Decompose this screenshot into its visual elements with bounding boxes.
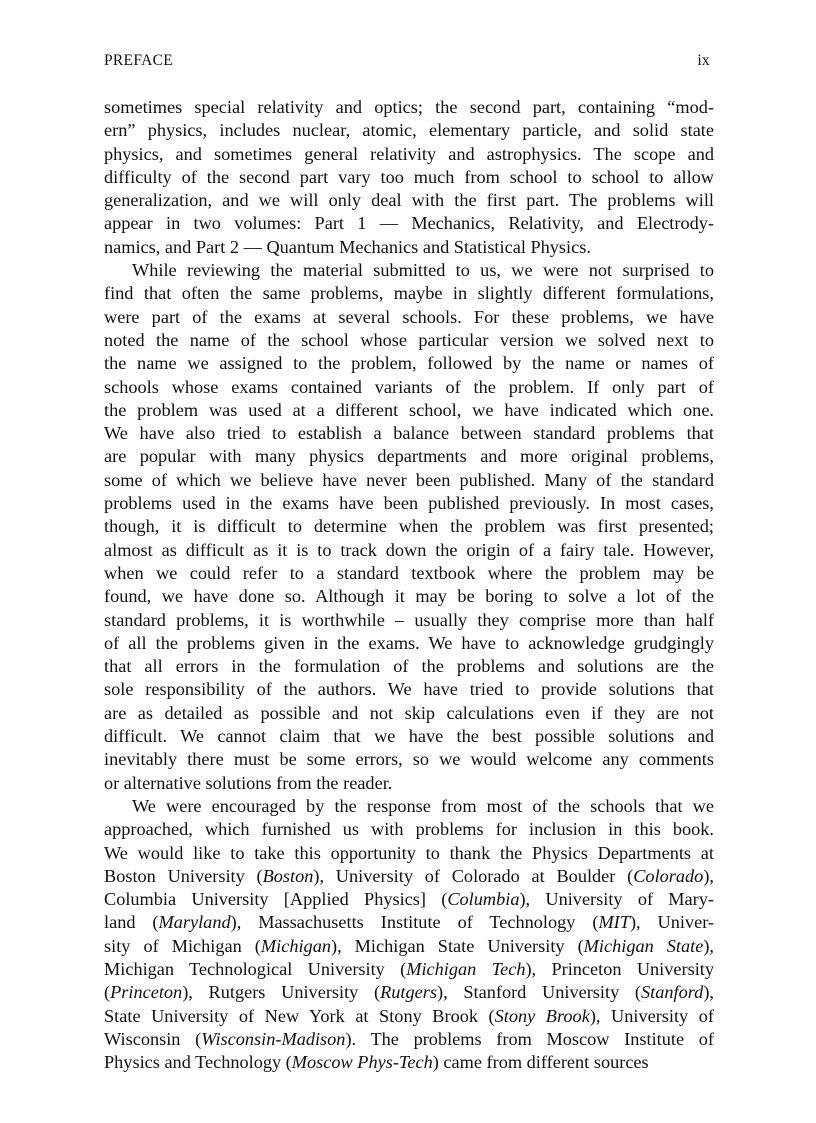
text-line: almost as difficult as it is to track down the origin of a fairy tale. However, [104, 539, 714, 560]
text-line: though, it is difficult to determine when the problem was first presented; [104, 516, 714, 537]
text-line: of all the problems given in the exams. We have to acknowledge grudgingly [104, 632, 714, 653]
text-segment: ), [703, 865, 714, 886]
text-line: generalization, and we will only deal with the first part. The problems will [104, 190, 714, 211]
text-line: ern” physics, includes nuclear, atomic, elementary particle, and solid state [104, 120, 714, 141]
text-line: sole responsibility of the authors. We have tried to provide solutions that [104, 679, 714, 700]
paragraph-3 [104, 795, 714, 1075]
text-line: that all errors in the formulation of the problems and solutions are the [104, 656, 714, 677]
paragraph-1 [104, 96, 714, 259]
text-line: found, we have done so. Although it may be boring to solve a lot of the [104, 586, 714, 607]
text-segment: ), Rutgers University ( [182, 982, 381, 1003]
text-segment: ), Massachusetts Institute of Technology ( [230, 912, 599, 933]
text-line: physics, and sometimes general relativity and astrophysics. The scope and [104, 143, 714, 164]
school-abbreviation: Princeton [110, 982, 183, 1003]
text-line [104, 865, 714, 888]
text-line: are as detailed as possible and not skip calculations even if they are not [104, 702, 714, 723]
text-segment: Wisconsin ( [104, 1028, 202, 1049]
text-line [104, 911, 714, 934]
text-line: or alternative solutions from the reader. [104, 772, 393, 793]
text-line: find that often the same problems, maybe in slightly different formulations, [104, 283, 714, 304]
text-segment: ), University of [589, 1005, 714, 1026]
text-line [104, 888, 714, 911]
text-line: inevitably there must be some errors, so we would welcome any comments [104, 749, 714, 770]
text-segment: ), Michigan State University ( [330, 935, 584, 956]
text-segment: ), University of Colorado at Boulder ( [313, 865, 634, 886]
text-segment: Physics and Technology ( [104, 1052, 292, 1073]
text-line [104, 958, 714, 981]
school-abbreviation: Colorado [633, 865, 704, 886]
text-line: We were encouraged by the response from most of the schools that we [132, 795, 714, 816]
school-abbreviation: Stony Brook [494, 1005, 590, 1026]
text-line: difficulty of the second part vary too much from school to school to allow [104, 166, 714, 187]
text-segment: sity of Michigan ( [104, 935, 261, 956]
text-line: the name we assigned to the problem, followed by the name or names of [104, 353, 714, 374]
text-line: namics, and Part 2 — Quantum Mechanics and Statistical Physics. [104, 236, 591, 257]
text-line: We would like to take this opportunity to thank the Physics Departments at [104, 842, 714, 863]
school-abbreviation: Michigan Tech [406, 958, 526, 979]
text-line: schools whose exams contained variants of the problem. If only part of [104, 376, 714, 397]
text-line: the problem was used at a different school, we have indicated which one. [104, 399, 714, 420]
school-abbreviation: Michigan State [583, 935, 704, 956]
text-segment: ), Princeton University [525, 958, 714, 979]
text-line: were part of the exams at several schools. For these problems, we have [104, 306, 714, 327]
text-line [104, 981, 714, 1004]
text-segment: Boston University ( [104, 865, 263, 886]
school-abbreviation: Columbia [447, 889, 520, 910]
school-abbreviation: Rutgers [380, 982, 437, 1003]
text-line [104, 1051, 714, 1074]
text-line: problems used in the exams have been published previously. In most cases, [104, 493, 714, 514]
text-segment: ), Univer- [629, 912, 714, 933]
school-abbreviation: Michigan [260, 935, 331, 956]
text-line: We have also tried to establish a balance between standard problems that [104, 423, 714, 444]
school-abbreviation: Stanford [641, 982, 704, 1003]
school-abbreviation: Wisconsin-Madison [201, 1028, 346, 1049]
text-segment: ( [104, 982, 111, 1003]
text-line: approached, which furnished us with problems for inclusion in this book. [104, 819, 714, 840]
text-segment: Columbia University [Applied Physics] ( [104, 889, 448, 910]
text-segment: land ( [104, 912, 159, 933]
text-line: are popular with many physics departments and more original problems, [104, 446, 714, 467]
text-line [104, 1028, 714, 1051]
body-text [104, 96, 714, 1074]
paragraph-2 [104, 259, 714, 795]
text-line [104, 935, 714, 958]
text-segment: ) came from different sources [432, 1052, 649, 1073]
text-line: sometimes special relativity and optics; the second part, containing “mod- [104, 97, 714, 117]
school-abbreviation: MIT [598, 912, 630, 933]
text-line: when we could refer to a standard textbook where the problem may be [104, 562, 714, 583]
text-line: noted the name of the school whose particular version we solved next to [104, 329, 714, 350]
running-head-title: PREFACE [104, 52, 173, 69]
running-head [104, 52, 710, 72]
school-abbreviation: Moscow Phys-Tech [291, 1052, 433, 1073]
text-segment: ), University of Mary- [519, 889, 714, 910]
page-number: ix [697, 52, 710, 69]
text-segment: ). The problems from Moscow Institute of [345, 1028, 714, 1049]
text-line: appear in two volumes: Part 1 — Mechanics, Relativity, and Electrody- [104, 213, 714, 234]
text-segment: Michigan Technological University ( [104, 958, 407, 979]
text-line: While reviewing the material submitted to us, we were not surprised to [132, 260, 714, 281]
school-abbreviation: Maryland [158, 912, 231, 933]
text-line: standard problems, it is worthwhile – usually they comprise more than half [104, 609, 714, 630]
text-segment: State University of New York at Stony Brook ( [104, 1005, 495, 1026]
text-line: some of which we believe have never been published. Many of the standard [104, 469, 714, 490]
text-line [104, 1005, 714, 1028]
text-line: difficult. We cannot claim that we have the best possible solutions and [104, 726, 714, 747]
text-segment: ), [703, 935, 714, 956]
text-segment: ), Stanford University ( [437, 982, 642, 1003]
school-abbreviation: Boston [262, 865, 314, 886]
text-segment: ), [703, 982, 714, 1003]
